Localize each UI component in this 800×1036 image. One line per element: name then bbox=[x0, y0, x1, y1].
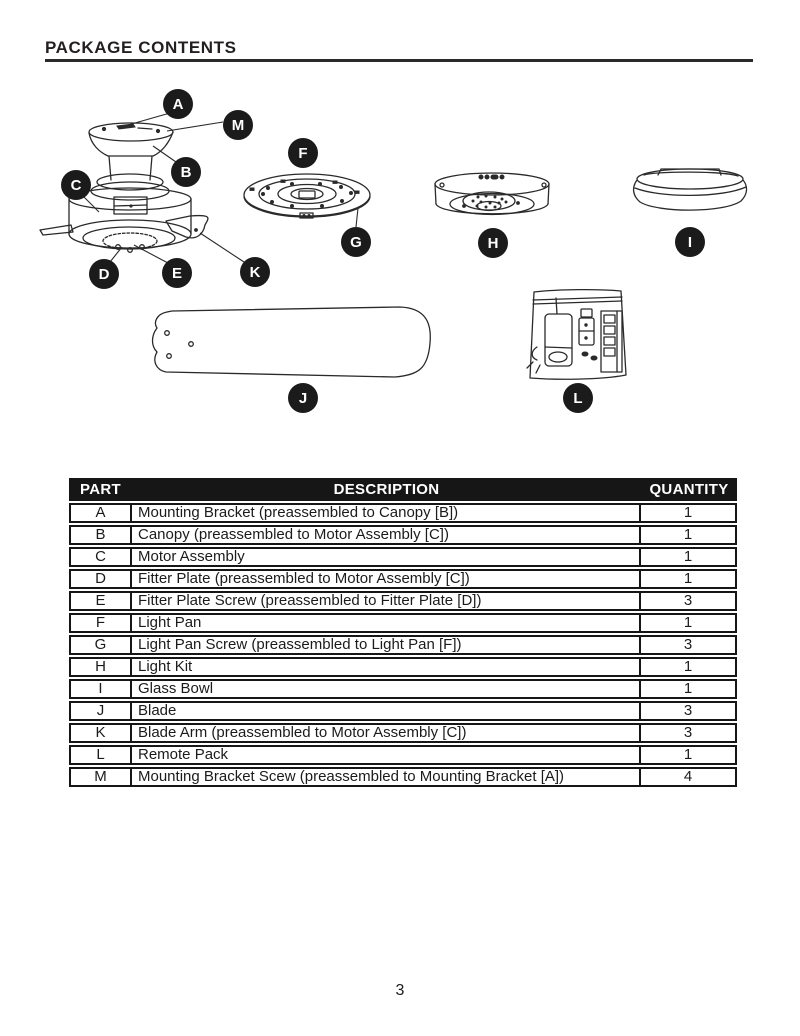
part-cell: B bbox=[69, 525, 132, 545]
quantity-cell: 1 bbox=[641, 613, 737, 633]
svg-text:E: E bbox=[171, 265, 183, 282]
table-row bbox=[69, 745, 737, 765]
table-row bbox=[69, 679, 737, 699]
table-row bbox=[69, 657, 737, 677]
part-cell: L bbox=[69, 745, 132, 765]
description-cell: Fitter Plate (preassembled to Motor Assembly [C]) bbox=[132, 569, 641, 589]
part-label-F bbox=[288, 138, 318, 168]
header-description: DESCRIPTION bbox=[132, 478, 641, 501]
part-label-G bbox=[341, 227, 371, 257]
svg-text:D: D bbox=[98, 266, 110, 283]
table-row bbox=[69, 503, 737, 523]
part-label-H bbox=[478, 228, 508, 258]
part-cell: J bbox=[69, 701, 132, 721]
table-row bbox=[69, 591, 737, 611]
part-label-B bbox=[171, 157, 201, 187]
part-label-D bbox=[89, 259, 119, 289]
table-row bbox=[69, 635, 737, 655]
part-cell: M bbox=[69, 767, 132, 787]
quantity-cell: 3 bbox=[641, 635, 737, 655]
quantity-cell: 1 bbox=[641, 679, 737, 699]
quantity-cell: 1 bbox=[641, 657, 737, 677]
svg-text:K: K bbox=[249, 264, 261, 281]
quantity-cell: 1 bbox=[641, 547, 737, 567]
svg-text:F: F bbox=[298, 145, 308, 162]
svg-text:B: B bbox=[180, 164, 192, 181]
part-label-M bbox=[223, 110, 253, 140]
description-cell: Fitter Plate Screw (preassembled to Fitter Plate [D]) bbox=[132, 591, 641, 611]
svg-text:J: J bbox=[298, 390, 308, 407]
part-cell: H bbox=[69, 657, 132, 677]
description-cell: Canopy (preassembled to Motor Assembly [C]) bbox=[132, 525, 641, 545]
part-label-C bbox=[61, 170, 91, 200]
package-contents-diagram bbox=[0, 85, 800, 435]
table-header-row bbox=[69, 478, 737, 501]
part-label-I bbox=[675, 227, 705, 257]
svg-text:H: H bbox=[487, 235, 499, 252]
svg-text:L: L bbox=[573, 390, 583, 407]
part-label-L bbox=[563, 383, 593, 413]
table-row bbox=[69, 723, 737, 743]
part-label-A bbox=[163, 89, 193, 119]
description-cell: Light Kit bbox=[132, 657, 641, 677]
svg-text:A: A bbox=[172, 96, 184, 113]
svg-text:C: C bbox=[70, 177, 82, 194]
svg-text:I: I bbox=[687, 234, 693, 251]
description-cell: Blade Arm (preassembled to Motor Assembly [C]) bbox=[132, 723, 641, 743]
remote-pack-drawing bbox=[527, 290, 626, 380]
quantity-cell: 1 bbox=[641, 503, 737, 523]
quantity-cell: 1 bbox=[641, 569, 737, 589]
quantity-cell: 1 bbox=[641, 745, 737, 765]
description-cell: Mounting Bracket (preassembled to Canopy [B]) bbox=[132, 503, 641, 523]
page-number: 3 bbox=[395, 982, 405, 999]
page-title: PACKAGE CONTENTS bbox=[45, 38, 237, 57]
light-kit-drawing bbox=[435, 173, 549, 215]
description-cell: Glass Bowl bbox=[132, 679, 641, 699]
part-label-J bbox=[288, 383, 318, 413]
svg-text:M: M bbox=[231, 117, 245, 134]
table-row bbox=[69, 613, 737, 633]
part-cell: A bbox=[69, 503, 132, 523]
table-row bbox=[69, 547, 737, 567]
description-cell: Blade bbox=[132, 701, 641, 721]
description-cell: Light Pan bbox=[132, 613, 641, 633]
part-cell: F bbox=[69, 613, 132, 633]
title-underline bbox=[45, 59, 753, 62]
description-cell: Light Pan Screw (preassembled to Light Pan [F]) bbox=[132, 635, 641, 655]
part-cell: K bbox=[69, 723, 132, 743]
part-label-E bbox=[162, 258, 192, 288]
svg-text:G: G bbox=[350, 234, 362, 251]
quantity-cell: 4 bbox=[641, 767, 737, 787]
part-cell: I bbox=[69, 679, 132, 699]
parts-table bbox=[69, 476, 737, 789]
description-cell: Motor Assembly bbox=[132, 547, 641, 567]
table-row bbox=[69, 569, 737, 589]
blade-drawing bbox=[153, 307, 431, 377]
description-cell: Mounting Bracket Scew (preassembled to Mounting Bracket [A]) bbox=[132, 767, 641, 787]
part-cell: D bbox=[69, 569, 132, 589]
table-row bbox=[69, 767, 737, 787]
quantity-cell: 3 bbox=[641, 591, 737, 611]
quantity-cell: 3 bbox=[641, 723, 737, 743]
part-cell: G bbox=[69, 635, 132, 655]
light-pan-drawing bbox=[244, 174, 370, 218]
part-cell: E bbox=[69, 591, 132, 611]
quantity-cell: 1 bbox=[641, 525, 737, 545]
description-cell: Remote Pack bbox=[132, 745, 641, 765]
quantity-cell: 3 bbox=[641, 701, 737, 721]
header-part: PART bbox=[69, 478, 132, 501]
table-row bbox=[69, 701, 737, 721]
part-label-K bbox=[240, 257, 270, 287]
part-cell: C bbox=[69, 547, 132, 567]
table-row bbox=[69, 525, 737, 545]
glass-bowl-drawing bbox=[634, 169, 747, 210]
header-quantity: QUANTITY bbox=[641, 478, 737, 501]
